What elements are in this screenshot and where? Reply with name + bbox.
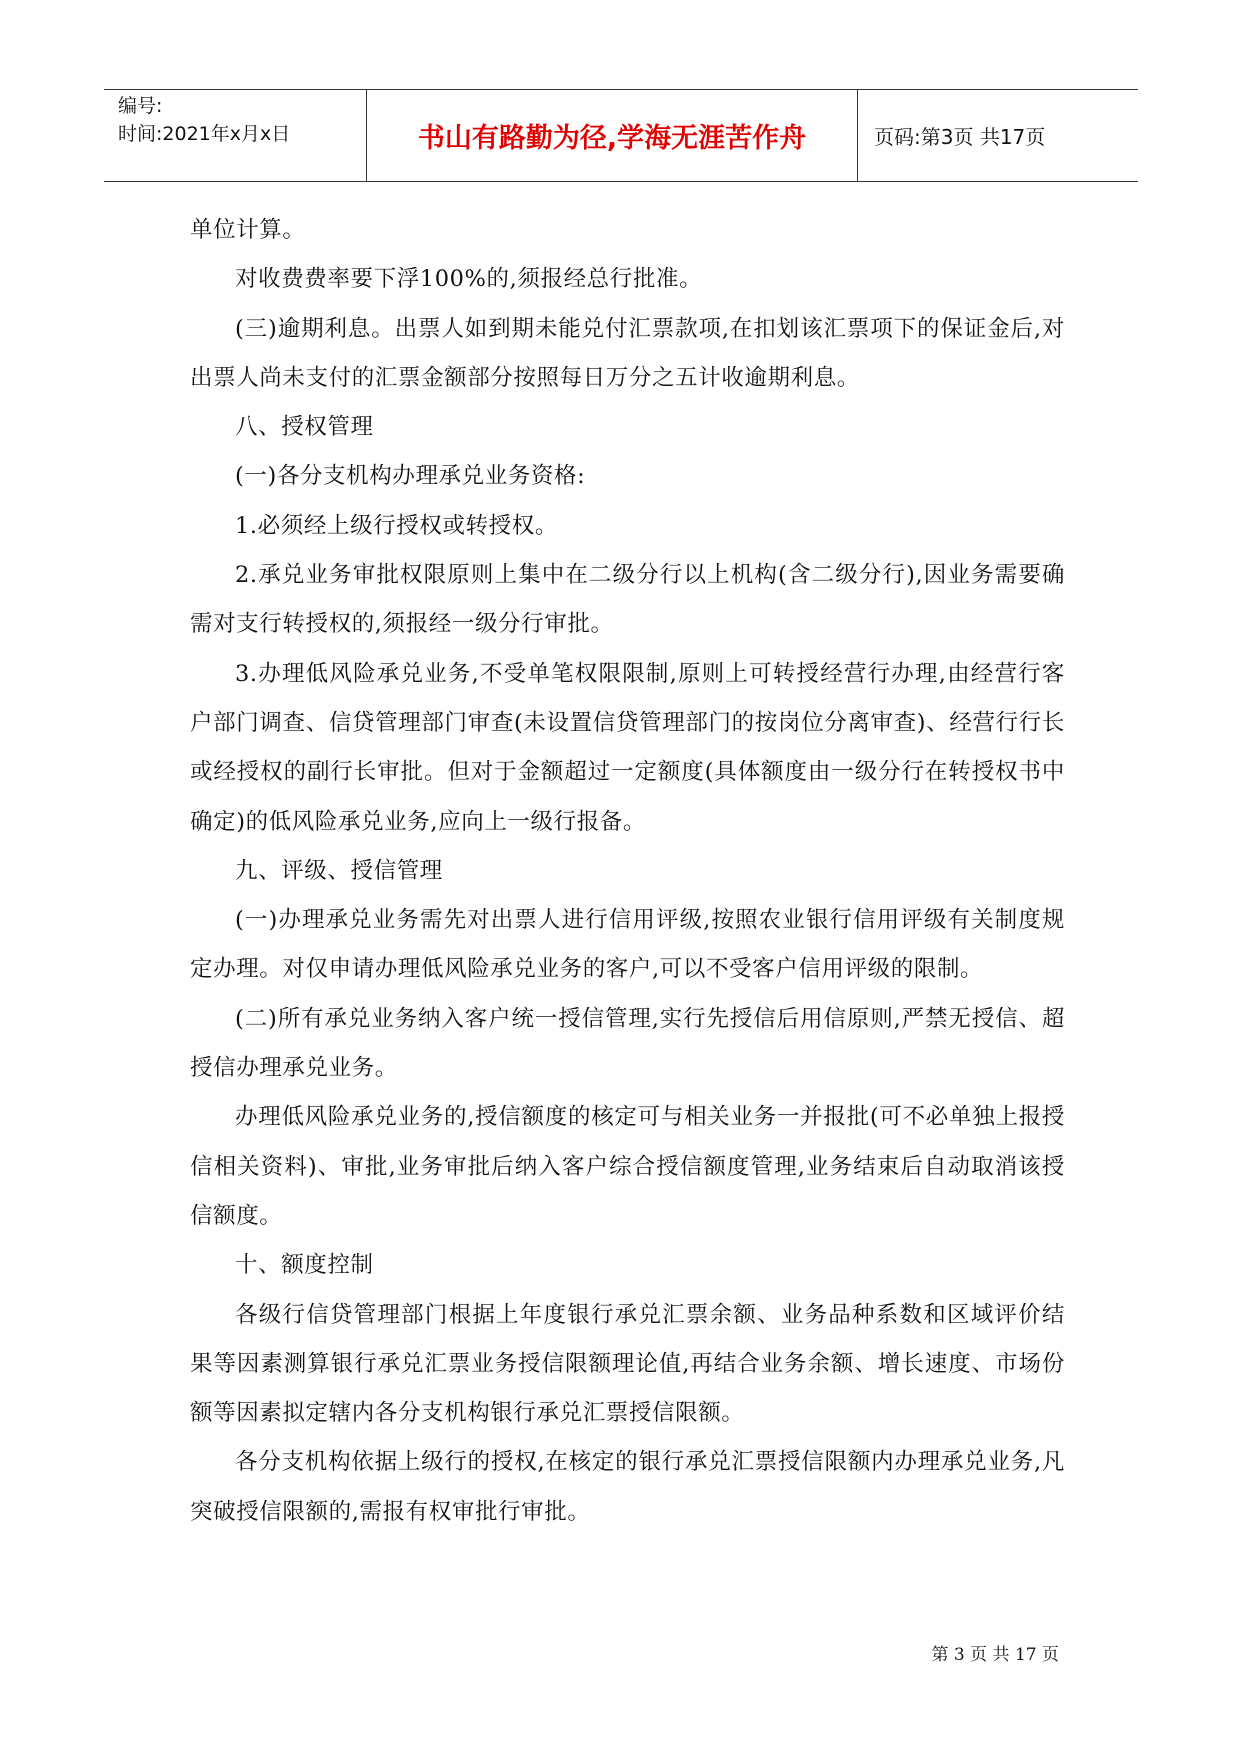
paragraph: 各级行信贷管理部门根据上年度银行承兑汇票余额、业务品种系数和区域评价结果等因素测算银行承兑汇票业务授信限额理论值,再结合业务余额、增长速度、市场份额等因素拟定辖内各分支机构银行承兑汇票授信限额。 <box>190 1301 1065 1427</box>
paragraph: 1.必须经上级行授权或转授权。 <box>235 512 558 539</box>
paragraph: 2.承兑业务审批权限原则上集中在二级分行以上机构(含二级分行),因业务需要确需对支行转授权的,须报经一级分行审批。 <box>190 562 1065 638</box>
paragraph: (二)所有承兑业务纳入客户统一授信管理,实行先授信后用信原则,严禁无授信、超授信办理承兑业务。 <box>190 1005 1065 1082</box>
page-header <box>104 89 1138 182</box>
header-motto: 书山有路勤为径,学海无涯苦作舟 <box>417 123 807 154</box>
paragraph: (三)逾期利息。出票人如到期未能兑付汇票款项,在扣划该汇票项下的保证金后,对出票人尚未支付的汇票金额部分按照每日万分之五计收逾期利息。 <box>190 315 1065 391</box>
paragraph: 各分支机构依据上级行的授权,在核定的银行承兑汇票授信限额内办理承兑业务,凡突破授信限额的,需报有权审批行审批。 <box>190 1449 1065 1525</box>
paragraph: 单位计算。 <box>190 217 306 243</box>
header-meta <box>118 92 358 148</box>
section-heading: 八、授权管理 <box>235 414 374 441</box>
document-number-label: 编号: <box>118 95 163 117</box>
section-heading: 九、评级、授信管理 <box>235 857 443 884</box>
paragraph: (一)各分支机构办理承兑业务资格: <box>235 463 586 490</box>
paragraph: 对收费费率要下浮100%的,须报经总行批准。 <box>235 266 703 293</box>
section-heading: 十、额度控制 <box>235 1252 374 1279</box>
header-page-code: 页码:第3页 共17页 <box>874 125 1046 149</box>
paragraph: (一)办理承兑业务需先对出票人进行信用评级,按照农业银行信用评级有关制度规定办理。对仅申请办理低风险承兑业务的客户,可以不受客户信用评级的限制。 <box>190 907 1065 983</box>
footer-page-number: 第 3 页 共 17 页 <box>931 1645 1059 1665</box>
header-divider-right <box>857 90 858 181</box>
document-body <box>190 206 1065 1537</box>
paragraph: 办理低风险承兑业务的,授信额度的核定可与相关业务一并报批(可不必单独上报授信相关资料)、审批,业务审批后纳入客户综合授信额度管理,业务结束后自动取消该授信额度。 <box>190 1104 1065 1229</box>
paragraph: 3.办理低风险承兑业务,不受单笔权限限制,原则上可转授经营行办理,由经营行客户部门调查、信贷管理部门审查(未设置信贷管理部门的按岗位分离审查)、经营行行长或经授权的副行长审批。但对于金额超过一定额度(具体额度由一级分行在转授权书中确定)的低风险承兑业务,应向上一级行报备。 <box>190 660 1065 835</box>
document-time-label: 时间:2021年x月x日 <box>118 123 291 145</box>
